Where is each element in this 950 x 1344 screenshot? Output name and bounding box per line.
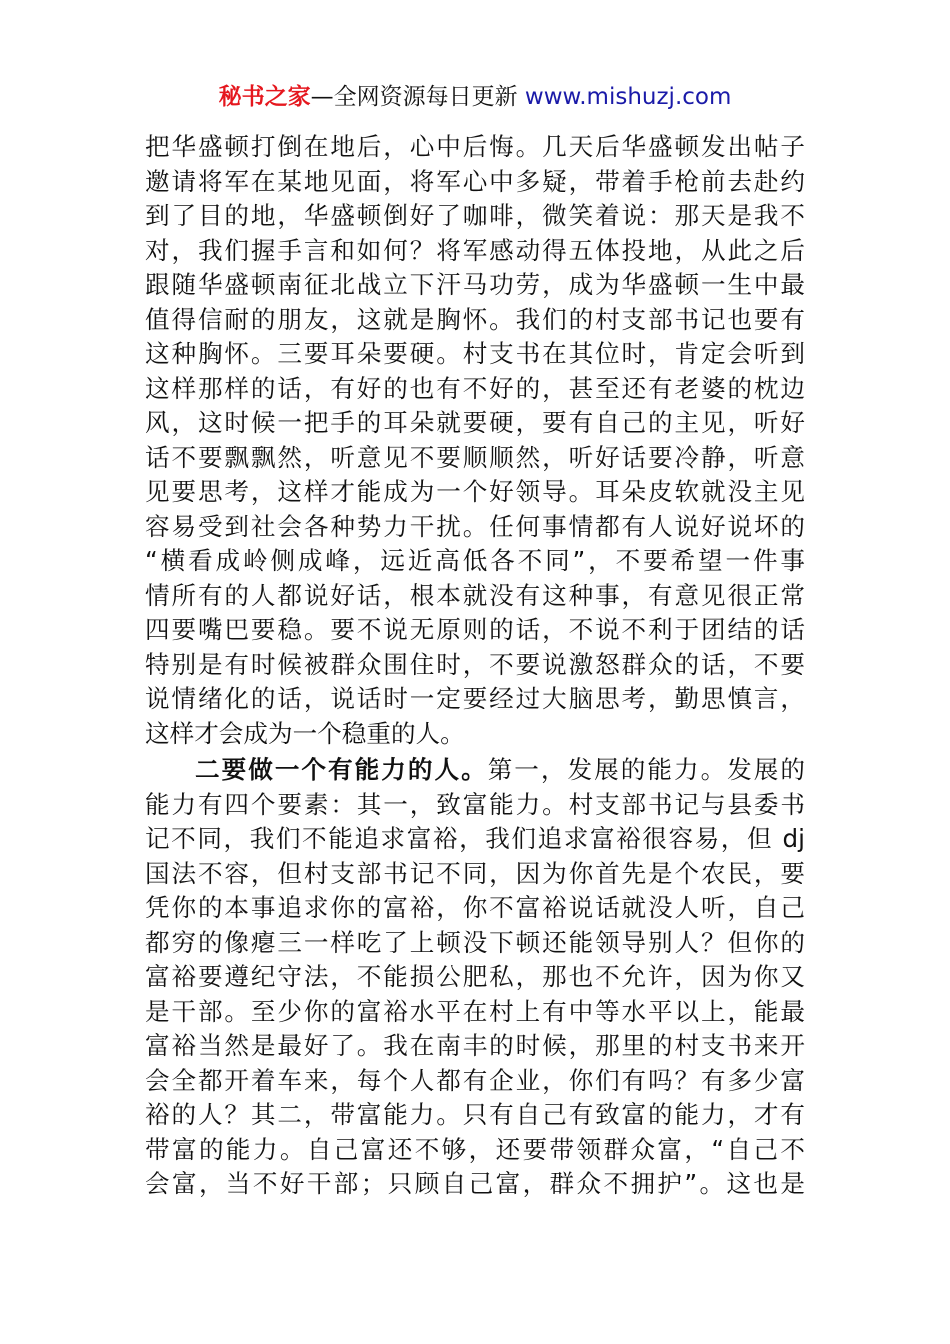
text-line: 风，这时候一把手的耳朵就要硬，要有自己的主见，听好 <box>145 408 805 437</box>
document-body <box>145 130 805 1202</box>
site-url-link[interactable]: www.mishuzj.com <box>524 84 732 110</box>
page-header <box>0 82 950 112</box>
text-line: 值得信耐的朋友，这就是胸怀。我们的村支部书记也要有 <box>145 304 805 334</box>
text-line: 会富，当不好干部；只顾自己富，群众不拥护”。这也是 <box>145 1169 805 1198</box>
section-heading: 二要做一个有能力的人。 <box>195 755 488 784</box>
text-line: 对，我们握手言和如何？将军感动得五体投地，从此之后 <box>145 235 805 265</box>
text-line: 裕的人？其二，带富能力。只有自己有致富的能力，才有 <box>145 1100 805 1129</box>
text-line: 都穷的像瘪三一样吃了上顿没下顿还能领导别人？但你的 <box>145 927 805 957</box>
header-tagline: —全网资源每日更新 <box>310 84 525 110</box>
paragraph-2 <box>145 753 805 1202</box>
text-line: 说情绪化的话，说话时一定要经过大脑思考，勤思慎言， <box>145 684 805 713</box>
text-line: 四要嘴巴要稳。要不说无原则的话，不说不利于团结的话 <box>145 615 805 644</box>
paragraph-1 <box>145 130 805 751</box>
text-line: 容易受到社会各种势力干扰。任何事情都有人说好说坏的 <box>145 511 805 541</box>
text-line: 跟随华盛顿南征北战立下汗马功劳，成为华盛顿一生中最 <box>145 270 805 299</box>
text-line: 情所有的人都说好话，根本就没有这种事，有意见很正常 <box>145 580 805 610</box>
text-line: 见要思考，这样才能成为一个好领导。耳朵皮软就没主见 <box>145 477 805 506</box>
text-line: 这样才会成为一个稳重的人。 <box>145 718 465 748</box>
text-line: 是干部。至少你的富裕水平在村上有中等水平以上，能最 <box>145 996 805 1026</box>
text-line: 这样那样的话，有好的也有不好的，甚至还有老婆的枕边 <box>145 373 805 403</box>
text-line: 话不要飘飘然，听意见不要顺顺然，听好话要冷静，听意 <box>145 442 805 472</box>
text-line: 国法不容，但村支部书记不同，因为你首先是个农民，要 <box>145 858 805 888</box>
paragraph-lead-line <box>145 753 805 788</box>
text-line: 会全都开着车来，每个人都有企业，你们有吗？有多少富 <box>145 1065 805 1095</box>
text-line: 到了目的地，华盛顿倒好了咖啡，微笑着说：那天是我不 <box>145 201 805 230</box>
text-line: 富裕要遵纪守法，不能损公肥私，那也不允许，因为你又 <box>145 962 805 991</box>
text-line: 这种胸怀。三要耳朵要硬。村支书在其位时，肯定会听到 <box>145 339 805 368</box>
text-line: 特别是有时候被群众围住时，不要说激怒群众的话，不要 <box>145 649 805 679</box>
text-line: 带富的能力。自己富还不够，还要带领群众富，“自己不 <box>145 1134 805 1164</box>
text-line: 把华盛顿打倒在地后，心中后悔。几天后华盛顿发出帖子 <box>145 132 805 161</box>
text-line: “横看成岭侧成峰，远近高低各不同”，不要希望一件事 <box>145 546 805 575</box>
text-line: 记不同，我们不能追求富裕，我们追求富裕很容易，但 dj <box>145 824 805 853</box>
brand-name: 秘书之家 <box>218 84 311 110</box>
text-line: 富裕当然是最好了。我在南丰的时候，那里的村支书来开 <box>145 1031 805 1060</box>
text-line: 邀请将军在某地见面，将军心中多疑，带着手枪前去赴约 <box>145 166 805 196</box>
text-line: 能力有四个要素：其一，致富能力。村支部书记与县委书 <box>145 789 805 819</box>
text-line: 凭你的本事追求你的富裕，你不富裕说话就没人听，自己 <box>145 893 805 922</box>
lead-text: 第一，发展的能力。发展的 <box>487 755 805 784</box>
